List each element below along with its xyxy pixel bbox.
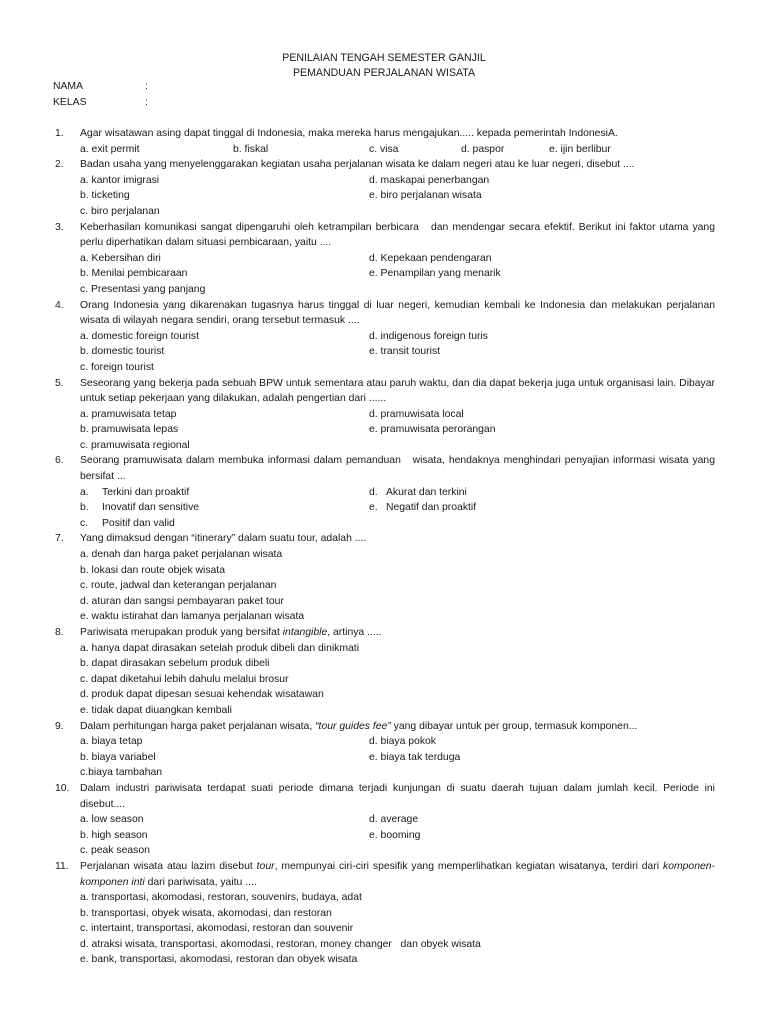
question-number: 7. xyxy=(55,533,64,545)
question-4 xyxy=(55,298,715,376)
question-7 xyxy=(55,531,715,625)
option-b: b. transportasi, obyek wisata, akomodasi, dan restoran xyxy=(80,907,332,919)
option-a: a. transportasi, akomodasi, restoran, souvenirs, budaya, adat xyxy=(80,892,362,904)
text-part: yang dibayar untuk per group, termasuk komponen... xyxy=(390,720,638,732)
title-line-1: PENILAIAN TENGAH SEMESTER GANJIL xyxy=(282,52,486,64)
option-letter: e. xyxy=(369,502,378,514)
option-a: a. low season xyxy=(80,814,144,826)
option-e: e. ijin berlibur xyxy=(549,143,611,155)
question-text: Badan usaha yang menyelenggarakan kegiatan usaha perjalanan wisata ke dalam negeri atau ke luar negeri, disebut .... xyxy=(80,159,635,171)
option-d: d. average xyxy=(369,814,419,826)
option-b: b. Menilai pembicaraan xyxy=(80,268,188,280)
option-a: a. exit permit xyxy=(80,143,140,155)
option-c: c. peak season xyxy=(80,845,150,857)
emphasis-term: tour xyxy=(256,860,275,872)
option-e xyxy=(369,500,715,516)
option-e: e. tidak dapat diuangkan kembali xyxy=(80,704,232,716)
question-text: Orang Indonesia yang dikarenakan tugasnya harus tinggal di luar negeri, kemudian kembali ke Indonesia dan melakukan perjalanan wisata di wilayah negara sendiri, orang tersebut termasuk .... xyxy=(80,299,715,327)
question-number: 3. xyxy=(55,221,64,233)
question-text xyxy=(80,625,715,641)
question-text xyxy=(80,719,715,735)
option-b: b. pramuwisata lepas xyxy=(80,424,179,436)
option-letter: d. xyxy=(369,486,378,498)
option-b: b. domestic tourist xyxy=(80,346,165,358)
question-number: 9. xyxy=(55,720,64,732)
question-number: 1. xyxy=(55,128,64,139)
option-d: d. biaya pokok xyxy=(369,736,437,748)
emphasis-term: intangible xyxy=(282,627,328,638)
option-c: c. visa xyxy=(369,143,399,155)
student-identity xyxy=(53,79,148,110)
question-number: 10. xyxy=(55,782,70,794)
option-e: e. biaya tak terduga xyxy=(369,751,461,763)
emphasis-term: “tour guides fee” xyxy=(315,720,391,732)
question-number: 8. xyxy=(55,627,64,638)
question-number: 6. xyxy=(55,455,64,467)
option-text: Terkini dan proaktif xyxy=(102,486,190,498)
class-row xyxy=(53,95,148,111)
question-number: 5. xyxy=(55,377,64,389)
option-c: c. pramuwisata regional xyxy=(80,439,190,451)
option-b xyxy=(80,500,369,516)
option-b: b. fiskal xyxy=(233,143,269,155)
option-c: c. dapat diketahui lebih dahulu melalui brosur xyxy=(80,673,289,685)
emphasis-term: komponen-komponen inti xyxy=(80,860,715,888)
question-2 xyxy=(55,157,715,219)
option-text: Negatif dan proaktif xyxy=(386,502,477,514)
option-e: e. biro perjalanan wisata xyxy=(369,190,482,202)
name-colon: : xyxy=(145,81,148,92)
text-part: Dalam perhitungan harga paket perjalanan wisata, xyxy=(80,720,316,732)
option-c: c. intertaint, transportasi, akomodasi, restoran dan souvenir xyxy=(80,923,354,935)
option-d xyxy=(369,485,715,501)
option-c: c. biro perjalanan xyxy=(80,205,160,217)
class-colon: : xyxy=(145,96,148,108)
question-number: 11. xyxy=(55,860,69,872)
question-11 xyxy=(55,859,715,968)
option-b: b. biaya variabel xyxy=(80,751,156,763)
text-part: , artinya ..... xyxy=(327,627,382,638)
option-b: b. high season xyxy=(80,829,148,841)
text-part: , mempunyai ciri-ciri spesifik yang memperlihatkan kegiatan wisatanya, terdiri dari xyxy=(274,860,664,872)
question-number: 2. xyxy=(55,159,64,171)
option-d: d. indigenous foreign turis xyxy=(369,330,488,342)
text-part: dari pariwisata, yaitu .... xyxy=(144,876,257,888)
option-a: a. pramuwisata tetap xyxy=(80,408,177,420)
option-letter: a. xyxy=(80,486,89,498)
option-d: d. maskapai penerbangan xyxy=(369,174,490,186)
option-e: e. booming xyxy=(369,829,421,841)
question-6 xyxy=(55,453,718,531)
question-text: Dalam industri pariwisata terdapat suati periode dimana terjadi kunjungan di suatu daerah tujuan dalam jumlah kecil. Periode ini disebut.... xyxy=(80,782,715,810)
question-8 xyxy=(55,625,715,719)
option-e: e. pramuwisata perorangan xyxy=(369,424,496,436)
text-part: Pariwisata merupakan produk yang bersifat xyxy=(80,627,283,638)
option-a: a. kantor imigrasi xyxy=(80,174,160,186)
option-text: Akurat dan terkini xyxy=(386,486,467,498)
option-letter: c. xyxy=(80,517,89,529)
option-c xyxy=(80,516,369,532)
option-d: d. atraksi wisata, transportasi, akomodasi, restoran, money changer dan obyek wisata xyxy=(80,938,481,950)
option-c: c.biaya tambahan xyxy=(80,767,163,779)
question-text: Yang dimaksud dengan “itinerary” dalam suatu tour, adalah .... xyxy=(80,533,367,545)
question-10 xyxy=(55,781,715,859)
option-a xyxy=(80,485,369,501)
option-text: Positif dan valid xyxy=(102,517,175,529)
question-text: Seorang pramuwisata dalam membuka informasi dalam pemanduan wisata, hendaknya menghindari penyajian informasi wisata yang bersifat ... xyxy=(80,455,718,483)
option-letter: b. xyxy=(80,502,89,514)
question-text: Keberhasilan komunikasi sangat dipengaruhi oleh ketrampilan berbicara dan mendengar secara efektif. Berikut ini faktor utama yang perlu diperhatikan dalam situasi pembicaraan, yaitu .... xyxy=(80,221,718,249)
option-b: b. dapat dirasakan sebelum produk dibeli xyxy=(80,658,270,670)
question-9 xyxy=(55,719,715,781)
text-part: Perjalanan wisata atau lazim disebut xyxy=(80,860,257,872)
option-d: d. Kepekaan pendengaran xyxy=(369,252,492,264)
option-d: d. aturan dan sangsi pembayaran paket tour xyxy=(80,595,284,607)
option-e: e. Penampilan yang menarik xyxy=(369,268,501,280)
option-b: b. ticketing xyxy=(80,190,130,202)
option-d: d. pramuwisata local xyxy=(369,408,464,420)
option-text: Inovatif dan sensitive xyxy=(102,502,200,514)
option-a: a. biaya tetap xyxy=(80,736,143,748)
option-e: e. transit tourist xyxy=(369,346,441,358)
question-number: 4. xyxy=(55,299,64,311)
option-a: a. hanya dapat dirasakan setelah produk dibeli dan dinikmati xyxy=(80,642,359,654)
option-d: d. paspor xyxy=(461,143,505,155)
question-text xyxy=(80,859,715,890)
name-row xyxy=(53,79,148,95)
option-b: b. lokasi dan route objek wisata xyxy=(80,564,225,576)
option-a: a. Kebersihan diri xyxy=(80,252,161,264)
question-3 xyxy=(55,220,718,298)
question-5 xyxy=(55,376,715,454)
question-text: Agar wisatawan asing dapat tinggal di Indonesia, maka mereka harus mengajukan..... kepada pemerintah IndonesiA. xyxy=(80,128,618,139)
name-label: NAMA xyxy=(53,81,84,92)
option-a: a. domestic foreign tourist xyxy=(80,330,199,342)
option-c: c. foreign tourist xyxy=(80,361,154,373)
class-label: KELAS xyxy=(53,96,87,108)
option-d: d. produk dapat dipesan sesuai kehendak wisatawan xyxy=(80,689,324,701)
option-e: e. waktu istirahat dan lamanya perjalanan wisata xyxy=(80,611,305,623)
question-1 xyxy=(55,126,715,157)
option-a: a. denah dan harga paket perjalanan wisata xyxy=(80,549,283,561)
exam-title xyxy=(0,51,768,81)
question-text: Seseorang yang bekerja pada sebuah BPW untuk sementara atau paruh waktu, dan dia dapat bekerja juga untuk organisasi lain. Dibayar untuk setiap pekerjaan yang dilakukan, adalah pengertian dari ...... xyxy=(80,377,715,405)
question-list xyxy=(55,126,718,968)
option-c: c. route, jadwal dan keterangan perjalanan xyxy=(80,580,277,592)
title-line-2: PEMANDUAN PERJALANAN WISATA xyxy=(292,67,476,79)
option-c: c. Presentasi yang panjang xyxy=(80,283,206,295)
option-e: e. bank, transportasi, akomodasi, restoran dan obyek wisata xyxy=(80,954,358,966)
